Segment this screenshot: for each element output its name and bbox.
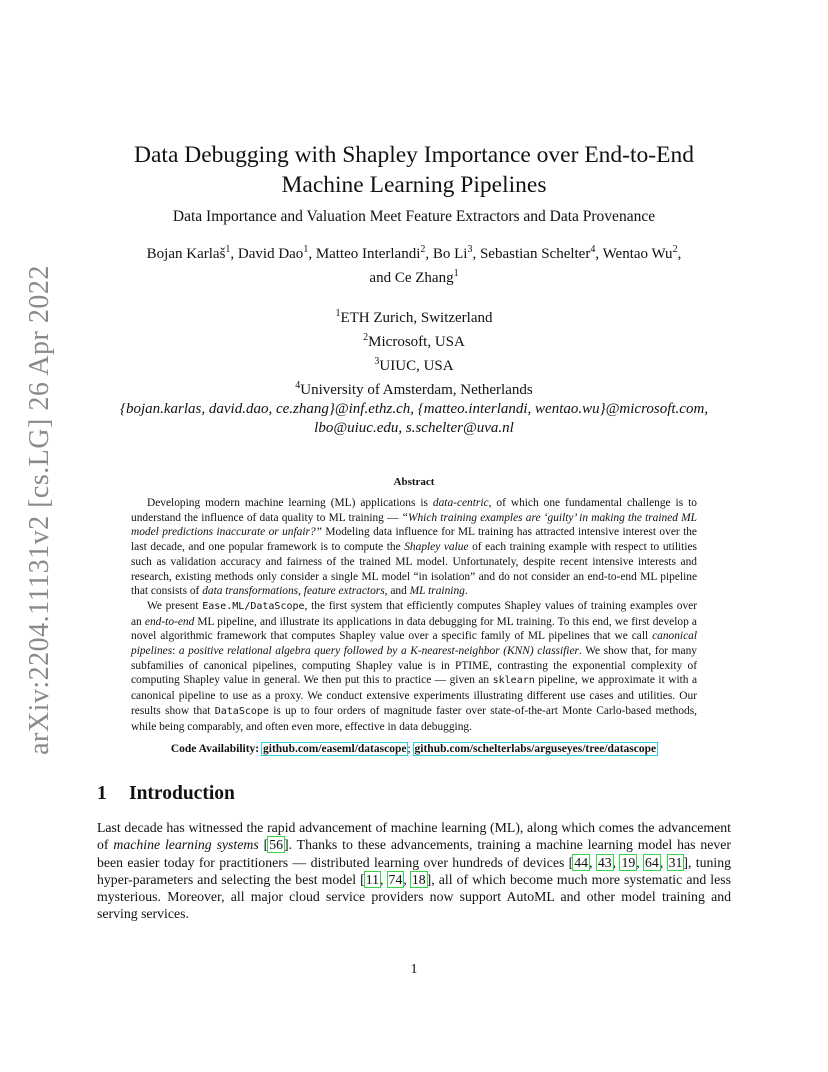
body-text: , and [384,585,410,598]
author-name: Wentao Wu [602,246,673,262]
body-text: , [298,585,304,598]
affiliation-number: 4 [295,380,301,391]
body-text: of each training example with respect to utilities such as validation accuracy and fairness of the trained ML model. Unfortunately, despite recent intensive interests and research, existing methods only consider a single ML model “in isolation” and do not consider an end-to-end ML pipeline that consists of [131,541,697,598]
body-text: Last decade has witnessed the rapid advancement of machine learning (ML), along which comes the advancement of [97,820,731,853]
code-text: sklearn [492,675,535,687]
citation-link[interactable]: 44 [574,854,589,870]
author [395,270,459,286]
arxiv-stamp [22,265,58,755]
body-text: pipeline, we approximate it with a canonical pipeline to use as a proxy. We conduct extensive experiments illustrating different use cases and utilities. Our results show that [131,674,697,717]
abstract-heading: Abstract [393,476,435,488]
body-text: We present [147,599,203,612]
author-name: Ce Zhang [394,270,454,286]
body-text: ]. Thanks to these advancements, training a machine learning model has never been easier today for practitioners — distributed learning over hundreds of devices [ [97,837,731,870]
author-affiliation-mark: 3 [467,244,473,255]
author-name: David Dao [237,246,304,262]
paper-title: Data Debugging with Shapley Importance over End-to-End Machine Learning Pipelines [134,142,694,198]
body-text: , the first system that efficiently computes Shapley values of training examples over an [131,599,697,628]
body-text: , [380,871,388,887]
body-text: , [589,854,597,870]
author-name: Sebastian Schelter [479,246,591,262]
body-text: . We show that, for many subfamilies of canonical pipelines, computing Shapley value is in PTIME, contrasting the exponential complexity of computing Shapley value in general. We then put this to practice — given an [131,645,697,687]
body-text: , [636,854,645,870]
arxiv-stamp-text: arXiv:2204.11131v2 [cs.LG] 26 Apr 2022 [24,265,55,755]
emphasis-text: data transformations [202,585,299,598]
affiliation-name: UIUC, USA [379,358,454,374]
affiliation-number: 1 [335,308,341,319]
body-text: , [612,854,621,870]
page-number: 1 [410,962,418,977]
affiliation [97,376,731,400]
author [238,246,308,262]
author [603,246,678,262]
emphasis-text: a positive relational algebra query followed by a K-nearest-neighbor (KNN) classifier [178,645,579,658]
author [480,246,595,262]
body-text: [ [258,837,269,853]
author-name: Bojan Karlaš [146,246,226,262]
author-list: Bojan Karlaš$^1$, David Dao$^1$, Matteo Interlandi$^2$, Bo Li$^3$, Sebastian Schelter$^4$, Wentao Wu$^2$, and Ce Zhang$^1$ [146,244,682,286]
section-heading [97,783,731,805]
author-affiliation-mark: 1 [225,244,231,255]
citation-link[interactable]: 31 [668,854,683,870]
abstract-paragraph-2 [131,599,697,734]
citation-link[interactable]: 64 [645,854,659,870]
abstract-paragraph-1 [131,496,697,599]
body-text: ], tuning hyper-parameters and selecting the best model [ [97,854,732,887]
author-name: Matteo Interlandi [315,246,421,262]
citation-link[interactable]: 18 [411,871,426,887]
affiliation [97,328,731,352]
author [147,246,231,262]
section-title: Introduction [129,783,235,805]
citation-link[interactable]: 74 [388,871,403,887]
paper-page [97,140,731,922]
citation-link[interactable]: 19 [621,854,636,870]
author-affiliation-mark: 2 [672,244,678,255]
code-link-separator: ; [407,743,414,756]
author-affiliation-mark: 2 [420,244,426,255]
affiliation [97,352,731,376]
affiliation-list [97,304,731,400]
emphasis-text: feature extractors [303,585,385,598]
body-text: Developing modern machine learning (ML) applications is [147,497,433,509]
body-text: ML pipeline, and illustrate its applications in data debugging for ML training. To this end, we first develop a novel algorithmic framework that computes Shapley value over a specific family of ML pipelines that we call [131,615,697,643]
body-text: , of which one fundamental challenge is to understand the influence of data quality to ML training — [131,497,697,524]
affiliation-number: 3 [374,356,380,367]
author [316,246,426,262]
paper-subtitle: Data Importance and Valuation Meet Feature Extractors and Data Provenance [172,208,656,225]
emphasis-text: machine learning systems [113,837,259,853]
affiliation [97,304,731,328]
code-link-datascope[interactable]: github.com/easeml/datascope [263,743,407,756]
body-text: . [464,585,468,598]
affiliation-name: ETH Zurich, Switzerland [340,310,493,326]
body-text: Modeling data influence for ML training has attracted intensive interest over the last decade, and one popular framework is to compute the [131,526,697,554]
citation-link[interactable]: 11 [365,871,380,887]
emphasis-text: “Which training examples are ‘guilty’ in making the trained ML model predictions inaccurate or unfair?” [131,511,697,539]
emphasis-text: Shapley value [404,541,469,554]
code-text: Ease.ML/DataScope [202,600,305,612]
body-text: ], all of which become much more systematic and less mysterious. Moreover, all major cloud service providers now support AutoML and other model training and serving services. [97,871,731,922]
author-emails: {bojan.karlas, david.dao, ce.zhang}@inf.ethz.ch, {matteo.interlandi, wentao.wu}@microsoft.com, lbo@uiuc.edu, s.schelter@uva.nl [119,401,709,436]
code-availability-label: Code Availability: [170,743,260,756]
author-affiliation-mark: 1 [453,268,459,279]
body-text: , [403,871,411,887]
body-text: , [659,854,668,870]
intro-paragraph [97,819,731,922]
citation-link[interactable]: 43 [597,854,612,870]
author-affiliation-mark: 4 [590,244,596,255]
citation-link[interactable]: 56 [269,837,283,853]
body-text: : [172,645,179,658]
abstract [131,476,697,755]
affiliation-name: Microsoft, USA [368,334,465,350]
body-text: is up to four orders of magnitude faster over state-of-the-art Monte Carlo-based methods, while being comparably, and often even more, effective in data debugging. [131,704,697,733]
emphasis-text: data-centric [432,497,489,509]
code-link-arguseyes[interactable]: github.com/schelterlabs/arguseyes/tree/datascope [414,743,657,756]
author-name: Bo Li [432,246,468,262]
emphasis-text: canonical pipelines [131,630,697,658]
author-affiliation-mark: 1 [303,244,309,255]
affiliation-name: University of Amsterdam, Netherlands [300,382,533,398]
emphasis-text: end-to-end [144,615,195,628]
code-text: DataScope [214,705,269,717]
author [433,246,473,262]
code-availability [131,743,697,755]
affiliation-number: 2 [363,332,369,343]
section-number: 1 [97,783,107,805]
emphasis-text: ML training [409,585,465,598]
